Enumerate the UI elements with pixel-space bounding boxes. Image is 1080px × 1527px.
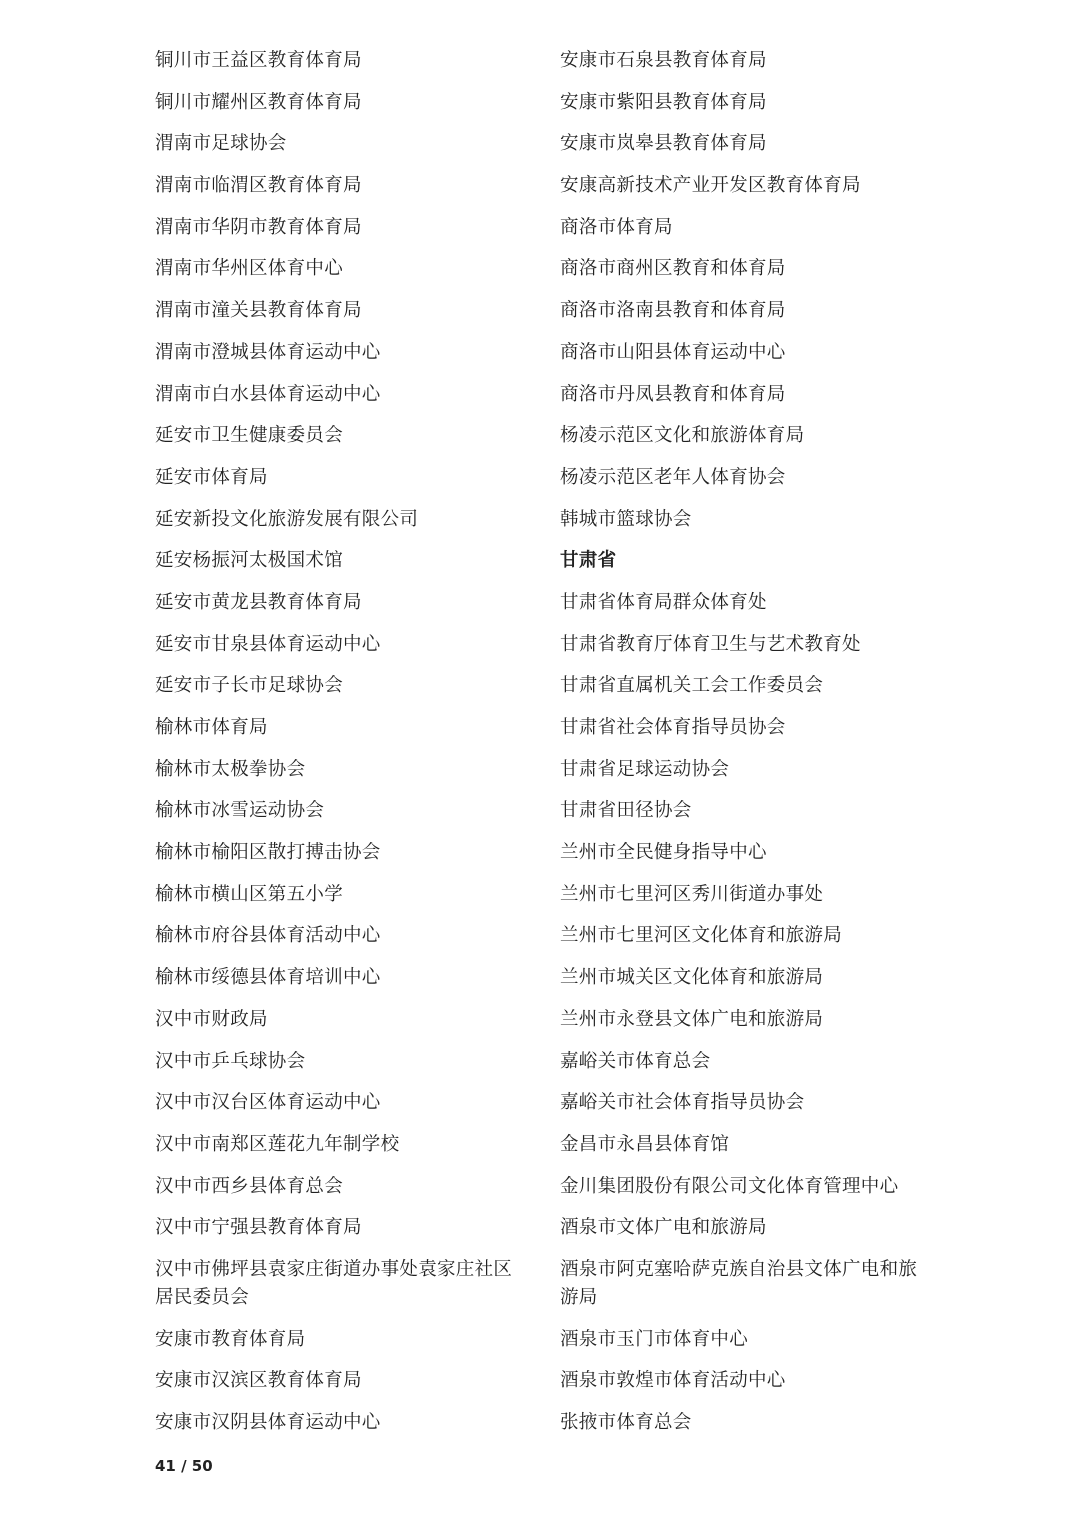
list-item: 延安市黄龙县教育体育局 — [155, 591, 362, 613]
list-item: 杨凌示范区文化和旅游体育局 — [560, 425, 805, 447]
list-item: 渭南市临渭区教育体育局 — [155, 175, 362, 197]
list-item: 酒泉市玉门市体育中心 — [560, 1328, 749, 1350]
list-item: 榆林市横山区第五小学 — [155, 883, 344, 905]
list-item: 安康高新技术产业开发区教育体育局 — [560, 175, 861, 197]
list-item: 兰州市全民健身指导中心 — [560, 842, 767, 864]
list-item: 张掖市体育总会 — [560, 1412, 692, 1433]
list-item: 延安市体育局 — [155, 466, 268, 488]
list-item: 渭南市华阴市教育体育局 — [155, 216, 362, 238]
list-item: 酒泉市文体广电和旅游局 — [560, 1217, 767, 1239]
list-item: 甘肃省直属机关工会工作委员会 — [560, 675, 824, 697]
list-item: 汉中市汉台区体育运动中心 — [155, 1092, 381, 1114]
list-item: 甘肃省足球运动协会 — [560, 758, 730, 780]
list-item: 渭南市潼关县教育体育局 — [155, 300, 362, 322]
list-item: 渭南市白水县体育运动中心 — [155, 383, 381, 405]
list-item: 汉中市乒乓球协会 — [155, 1050, 306, 1072]
list-item: 汉中市佛坪县袁家庄街道办事处袁家庄社区居民委员会 — [155, 1258, 513, 1308]
list-item: 渭南市澄城县体育运动中心 — [155, 341, 381, 363]
list-item: 延安市卫生健康委员会 — [155, 425, 344, 447]
list-item: 安康市汉滨区教育体育局 — [155, 1370, 362, 1392]
list-item: 汉中市西乡县体育总会 — [155, 1175, 344, 1197]
list-item: 榆林市冰雪运动协会 — [155, 800, 325, 822]
list-item: 甘肃省体育局群众体育处 — [560, 591, 767, 613]
list-item: 榆林市太极拳协会 — [155, 758, 306, 780]
list-item: 甘肃省田径协会 — [560, 800, 692, 822]
list-item: 商洛市洛南县教育和体育局 — [560, 300, 786, 322]
list-item: 延安新投文化旅游发展有限公司 — [155, 508, 419, 530]
list-item: 榆林市绥德县体育培训中心 — [155, 967, 381, 989]
list-item: 酒泉市敦煌市体育活动中心 — [560, 1370, 786, 1392]
list-item: 渭南市足球协会 — [155, 133, 287, 155]
list-item: 汉中市南郑区莲花九年制学校 — [155, 1133, 400, 1155]
list-item: 杨凌示范区老年人体育协会 — [560, 466, 786, 488]
list-item: 安康市岚皋县教育体育局 — [560, 133, 767, 155]
left-column — [155, 47, 555, 1451]
list-item: 嘉峪关市社会体育指导员协会 — [560, 1092, 805, 1114]
list-item: 商洛市商州区教育和体育局 — [560, 258, 786, 280]
list-item: 铜川市耀州区教育体育局 — [155, 91, 362, 113]
list-item: 延安杨振河太极国术馆 — [155, 550, 344, 572]
list-item: 兰州市七里河区文化体育和旅游局 — [560, 925, 843, 947]
list-item: 兰州市永登县文体广电和旅游局 — [560, 1008, 824, 1030]
list-item: 延安市子长市足球协会 — [155, 675, 344, 697]
list-item: 酒泉市阿克塞哈萨克族自治县文体广电和旅游局 — [560, 1258, 918, 1308]
right-column — [560, 47, 960, 1451]
list-item: 安康市教育体育局 — [155, 1328, 306, 1350]
list-item: 汉中市宁强县教育体育局 — [155, 1217, 362, 1239]
list-item: 韩城市篮球协会 — [560, 508, 692, 530]
list-item: 汉中市财政局 — [155, 1008, 268, 1030]
list-item: 安康市汉阴县体育运动中心 — [155, 1412, 381, 1433]
list-item: 嘉峪关市体育总会 — [560, 1050, 711, 1072]
list-item: 榆林市府谷县体育活动中心 — [155, 925, 381, 947]
list-item: 金昌市永昌县体育馆 — [560, 1133, 730, 1155]
section-heading: 甘肃省 — [560, 550, 617, 572]
page-number: 41 / 50 — [155, 1457, 213, 1475]
list-item: 榆林市榆阳区散打搏击协会 — [155, 842, 381, 864]
list-item: 榆林市体育局 — [155, 717, 268, 738]
list-item: 金川集团股份有限公司文化体育管理中心 — [560, 1175, 899, 1197]
list-item: 铜川市王益区教育体育局 — [155, 50, 362, 71]
list-item: 延安市甘泉县体育运动中心 — [155, 633, 381, 655]
list-item: 商洛市体育局 — [560, 216, 673, 238]
list-item: 商洛市丹凤县教育和体育局 — [560, 383, 786, 405]
list-item: 安康市紫阳县教育体育局 — [560, 91, 767, 113]
list-item: 安康市石泉县教育体育局 — [560, 50, 767, 71]
list-item: 甘肃省教育厅体育卫生与艺术教育处 — [560, 633, 861, 655]
list-item: 兰州市七里河区秀川街道办事处 — [560, 883, 824, 905]
list-item: 甘肃省社会体育指导员协会 — [560, 717, 786, 738]
list-item: 兰州市城关区文化体育和旅游局 — [560, 967, 824, 989]
list-item: 商洛市山阳县体育运动中心 — [560, 341, 786, 363]
list-item: 渭南市华州区体育中心 — [155, 258, 344, 280]
